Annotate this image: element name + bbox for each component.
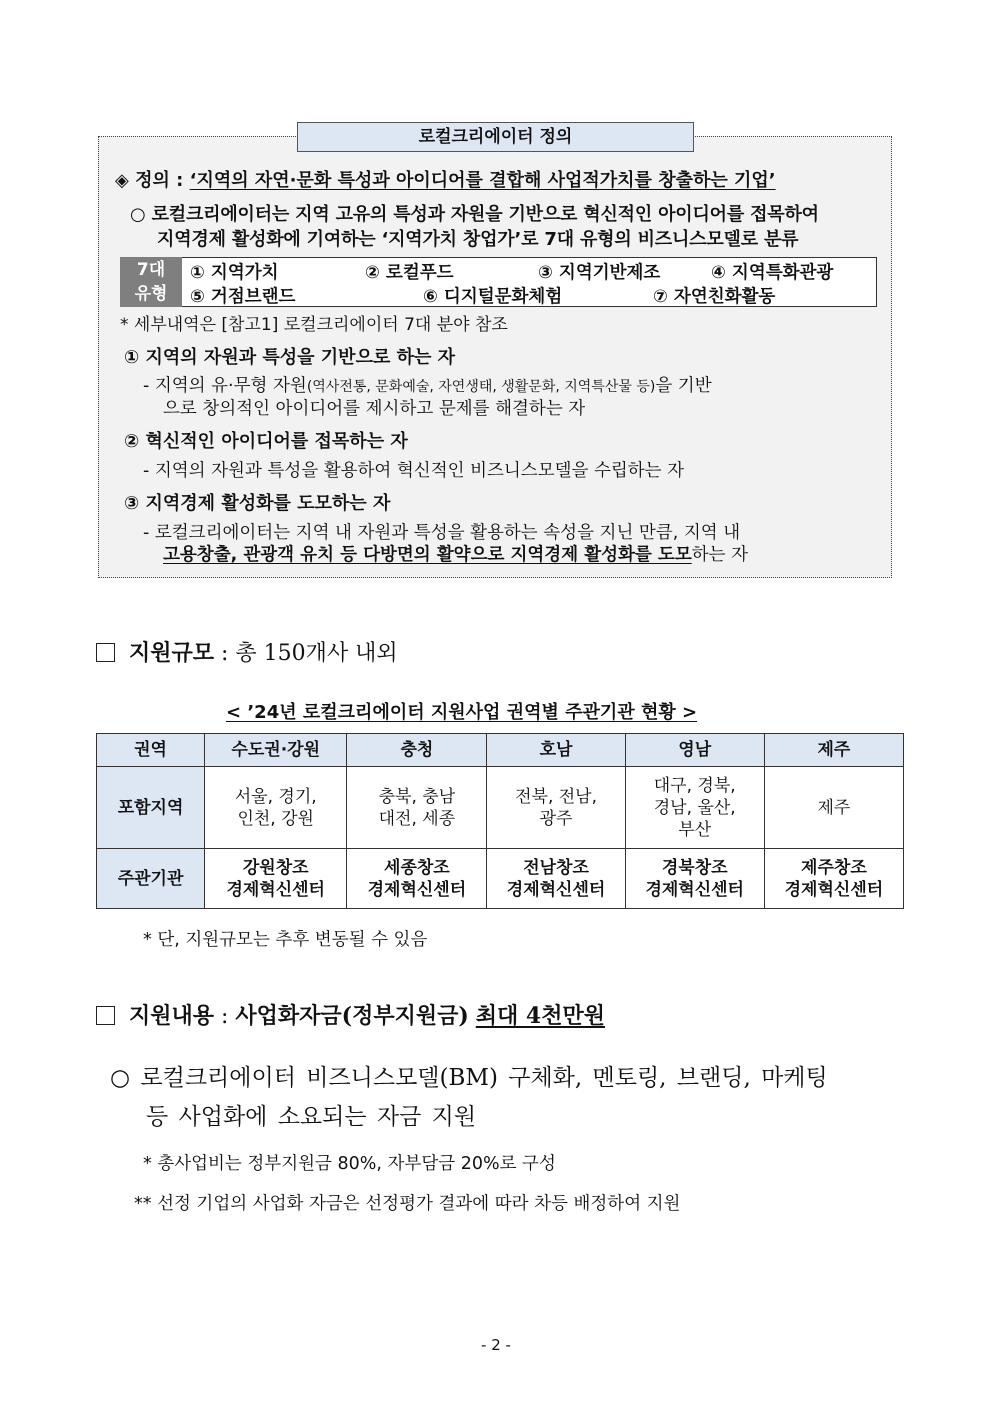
content-heading-value: 사업화자금(정부지원금) [235, 1003, 469, 1029]
content-heading-label: 지원내용 [129, 1003, 215, 1029]
table-cell: 대구, 경북, 경남, 울산, 부산 [625, 767, 764, 849]
type-item-5: ⑤ 거점브랜드 [190, 287, 296, 307]
table-row-label: 주관기관 [97, 849, 205, 909]
table-cell: 강원창조 경제혁신센터 [205, 849, 347, 909]
table-cell: 경북창조 경제혁신센터 [625, 849, 764, 909]
table-caption [226, 698, 697, 724]
table-cell: 제주 [764, 767, 903, 849]
definition-summary-line2: 지역경제 활성화에 기여하는 ‘지역가치 창업가’로 7대 유형의 비즈니스모델로 분류 [157, 229, 799, 250]
table-header-cell: 제주 [764, 734, 903, 767]
table-header-cell: 충청 [347, 734, 487, 767]
definition-summary-line1: ○ 로컬크리에이터는 지역 고유의 특성과 자원을 기반으로 혁신적인 아이디어를 접목하여 [130, 204, 819, 225]
type-item-3: ③ 지역기반제조 [538, 263, 661, 283]
item3-desc-highlight: 고용창출, 관광객 유치 등 다방면의 활약으로 지역경제 활성화를 도모 [163, 545, 692, 565]
table-header-row [97, 734, 904, 767]
item3-desc-line1: - 로컬크리에이터는 지역 내 자원과 특성을 활용하는 속성을 지닌 만큼, 지역 내 [143, 523, 741, 543]
table-header-cell: 수도권·강원 [205, 734, 347, 767]
checkbox-square-icon [96, 643, 115, 662]
item2-desc: - 지역의 자원과 특성을 활용하여 혁신적인 비즈니스모델을 수립하는 자 [143, 461, 685, 481]
item1-desc-line2: 으로 창의적인 아이디어를 제시하고 문제를 해결하는 자 [163, 399, 586, 419]
scale-heading-value: : 총 150개사 내외 [214, 641, 398, 666]
table-row-label: 포함지역 [97, 767, 205, 849]
table-cell: 전남창조 경제혁신센터 [487, 849, 625, 909]
type-item-2: ② 로컬푸드 [365, 263, 454, 283]
item3-desc-line2 [163, 541, 748, 566]
content-bullet-line1: ○ 로컬크리에이터 비즈니스모델(BM) 구체화, 멘토링, 브랜딩, 마케팅 [110, 1065, 828, 1091]
item1-desc-a: - 지역의 유·무형 자원 [143, 376, 307, 396]
table-caption-text: < ’24년 로컬크리에이터 지원사업 권역별 주관기관 현황 > [226, 702, 698, 723]
type-item-7: ⑦ 자연친화활동 [653, 287, 776, 307]
table-cell: 충북, 충남 대전, 세종 [347, 767, 487, 849]
page-number: - 2 - [481, 1336, 511, 1354]
scale-heading [96, 636, 398, 667]
type-item-1: ① 지역가치 [190, 263, 279, 283]
content-heading-colon: : [214, 1004, 236, 1029]
content-bullet-line2: 등 사업화에 소요되는 자금 지원 [146, 1104, 477, 1130]
scale-note: * 단, 지원규모는 추후 변동될 수 있음 [143, 930, 428, 950]
types-label-line1: 7대 [136, 260, 166, 280]
table-header-cell: 영남 [625, 734, 764, 767]
table-cell: 서울, 경기, 인천, 강원 [205, 767, 347, 849]
definition-headline-text: ‘지역의 자연·문화 특성과 아이디어를 결합해 사업적가치를 창출하는 기업’ [189, 170, 776, 191]
table-cell: 제주창조 경제혁신센터 [764, 849, 903, 909]
item2-title: ② 혁신적인 아이디어를 접목하는 자 [124, 431, 408, 452]
types-label [120, 257, 182, 307]
definition-box-title: 로컬크리에이터 정의 [297, 122, 694, 152]
type-item-4: ④ 지역특화관광 [711, 263, 834, 283]
types-note: * 세부내역은 [참고1] 로컬크리에이터 7대 분야 참조 [120, 315, 508, 335]
item1-desc-b: 을 기반 [655, 376, 712, 396]
table-header-cell: 권역 [97, 734, 205, 767]
item1-desc-small: (역사전통, 문화예술, 자연생태, 생활문화, 지역특산물 등) [306, 379, 656, 395]
scale-heading-label: 지원규모 [129, 640, 215, 666]
content-note2: ** 선정 기업의 사업화 자금은 선정평가 결과에 따라 차등 배정하여 지원 [134, 1194, 681, 1214]
content-heading [96, 999, 605, 1030]
item1-desc-line1 [143, 372, 712, 397]
table-row [97, 767, 904, 849]
checkbox-square-icon [96, 1006, 115, 1025]
type-item-6: ⑥ 디지털문화체험 [423, 287, 563, 307]
content-heading-highlight: 최대 4천만원 [475, 1003, 605, 1029]
table-row [97, 849, 904, 909]
table-cell: 전북, 전남, 광주 [487, 767, 625, 849]
content-note1: * 총사업비는 정부지원금 80%, 자부담금 20%로 구성 [143, 1154, 556, 1174]
item3-title: ③ 지역경제 활성화를 도모하는 자 [124, 493, 391, 514]
definition-headline [115, 166, 776, 192]
types-label-line2: 유형 [134, 284, 168, 304]
item1-title: ① 지역의 자원과 특성을 기반으로 하는 자 [124, 347, 456, 368]
definition-headline-prefix: ◈ 정의 : [115, 170, 190, 191]
table-header-cell: 호남 [487, 734, 625, 767]
region-table [96, 733, 904, 909]
table-cell: 세종창조 경제혁신센터 [347, 849, 487, 909]
item3-desc-rest: 하는 자 [691, 545, 749, 565]
